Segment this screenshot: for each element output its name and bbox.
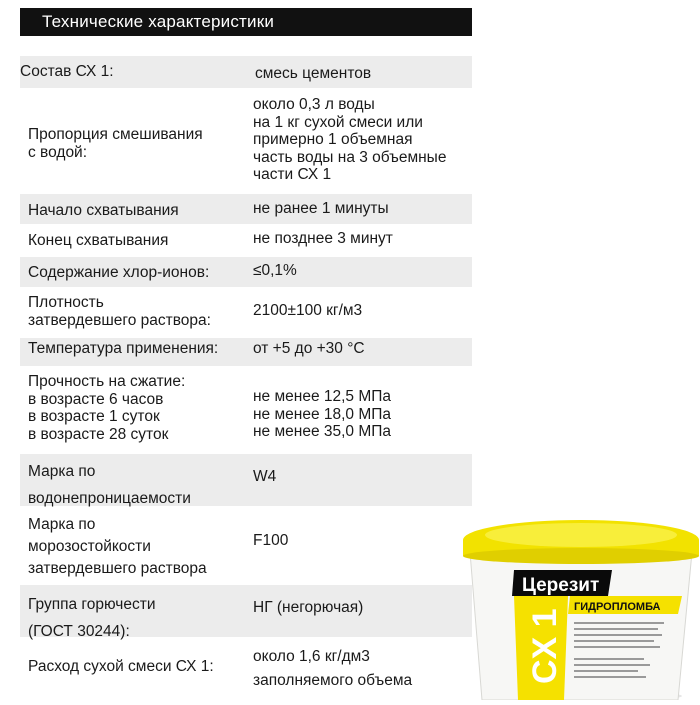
spec-value: F100 [253,532,289,549]
product-code: CX 1 [526,608,564,684]
spec-row [20,194,472,224]
spec-value: не менее 12,5 МПа не менее 18,0 МПа не менее 35,0 МПа [253,388,392,440]
spec-row [20,92,472,192]
spec-value: около 0,3 л воды на 1 кг сухой смеси или примерно 1 объемная часть воды на 3 объемные части СХ 1 [253,96,447,183]
spec-value: не позднее 3 минут [253,230,393,247]
spec-row [20,510,472,580]
spec-value: около 1,6 кг/дм3 заполняемого объема [253,648,413,689]
spec-row [20,585,472,640]
spec-label: Марка по водонепроницаемости [28,463,191,507]
product-image [452,518,700,700]
spec-value: 2100±100 кг/м3 [253,302,363,319]
spec-label: Температура применения: [28,340,219,357]
spec-row [20,257,472,287]
spec-row [20,640,472,700]
spec-value: не ранее 1 минуты [253,200,389,217]
spec-label: Марка по морозостойкости затвердевшего раствора [28,516,207,577]
spec-value: НГ (негорючая) [253,599,364,616]
spec-value: ≤0,1% [253,262,297,279]
spec-label: Расход сухой смеси СХ 1: [28,658,214,675]
product-name: ГИДРОПЛОМБА [574,601,661,613]
spec-row [20,290,472,338]
spec-label: Состав СХ 1: [20,63,114,80]
spec-value: смесь цементов [255,65,372,82]
section-header [20,8,472,36]
spec-label: Плотность затвердевшего раствора: [28,294,211,329]
spec-label: Группа горючести (ГОСТ 30244): [28,596,156,640]
spec-value: от +5 до +30 °С [253,340,365,357]
bucket-illustration [452,518,700,700]
spec-label: Пропорция смешивания с водой: [28,126,203,161]
spec-row [20,338,472,366]
spec-row [20,454,472,506]
spec-label: Содержание хлор-ионов: [28,264,210,281]
spec-row [20,370,472,452]
section-title: Технические характеристики [42,12,275,31]
spec-row [20,56,472,88]
spec-label: Начало схватывания [28,202,179,219]
spec-label: Конец схватывания [28,232,169,249]
product-brand: Церезит [522,575,600,596]
spec-label: Прочность на сжатие: в возрасте 6 часов в возрасте 1 суток в возрасте 28 суток [28,373,186,443]
spec-value: W4 [253,468,277,485]
spec-row [20,226,472,256]
